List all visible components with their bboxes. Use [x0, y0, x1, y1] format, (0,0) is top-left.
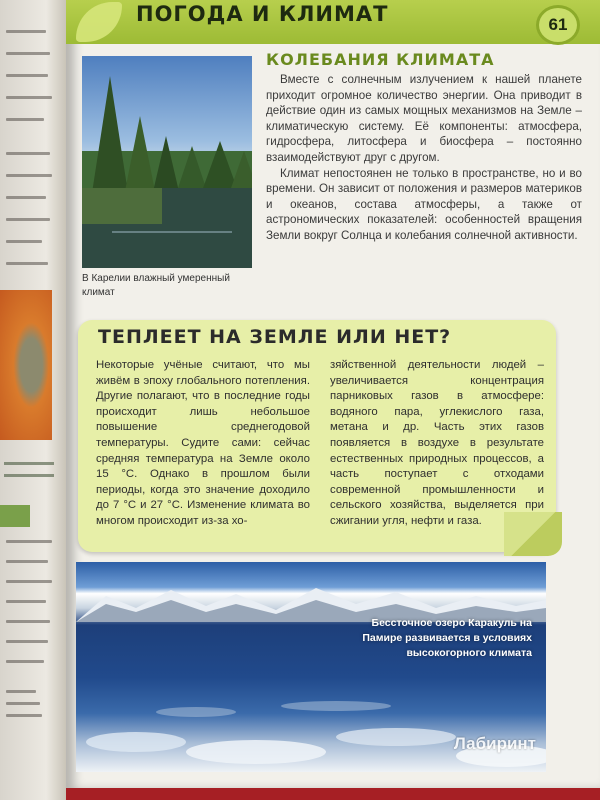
page-header	[66, 0, 600, 44]
note-title: ТЕПЛЕЕТ НА ЗЕМЛЕ ИЛИ НЕТ?	[98, 326, 452, 348]
labirint-watermark: Лабиринт	[453, 734, 536, 753]
karelia-forest-photo	[82, 56, 252, 268]
forest-illustration	[82, 56, 252, 268]
article-paragraph: Вместе с солнечным излучением к нашей планете приходит огромное количество энергии. Она приводит в действие один из самых мощных механизмов на Земле – климатическую систему. Её компоненты: атмосфера, гидросфера, литосфера и биосфера – постоянно взаимодействуют друг с другом.	[266, 73, 582, 164]
note-column-left	[96, 358, 310, 530]
note-column-right	[330, 358, 544, 530]
article-body	[266, 72, 582, 244]
adjacent-page-fragment	[0, 0, 66, 800]
karakul-lake-photo	[76, 562, 546, 772]
page-bottom-edge	[66, 788, 600, 800]
page-curl-decoration	[504, 512, 562, 556]
lake-photo-caption: Бессточное озеро Каракуль на Памире развивается в условиях высокогорного климата	[362, 617, 532, 659]
leaf-icon	[76, 2, 122, 42]
book-page	[66, 0, 600, 790]
ice-floes	[76, 682, 546, 772]
article-paragraph: Климат непостоянен не только в пространстве, но и во времени. Он зависит от положения и размеров материков и океанов, состава атмосферы, а также от астрономических показателей: особенностей вращения Земли вокруг Солнца и колебания солнечной активности.	[266, 166, 582, 242]
note-text: зяйственной деятельности людей – увеличивается концентрация парниковых газов в атмосфере: водяного пара, углекислого газа, метана и др. Часть этих газов появляется в воздухе в результате естественных природных процессов, а часть поступает с отходами современной промышленности и сельского хозяйства, выделяется при сжигании угля, нефти и газа.	[330, 359, 544, 527]
highlight-note-box	[78, 320, 556, 552]
section-title: ПОГОДА И КЛИМАТ	[136, 2, 389, 26]
note-text: Некоторые учёные считают, что мы живём в эпоху глобального потепления. Другие полагают, что в последние годы происходит лишь небольшое повышение среднегодовой температуры. Судите сами: сейчас средняя температура на Земле около 15 °С. Однако в прошлом были периоды, когда это значение доходило до 7 °С и 27 °С. Изменение климата во многом происходит из-за хо-	[96, 359, 310, 527]
page-number: 61	[536, 5, 580, 45]
forest-photo-caption: В Карелии влажный умеренный климат	[82, 273, 230, 298]
adjacent-page-heading	[0, 505, 30, 527]
adjacent-page-photo	[0, 290, 52, 440]
article-title: КОЛЕБАНИЯ КЛИМАТА	[266, 50, 495, 69]
